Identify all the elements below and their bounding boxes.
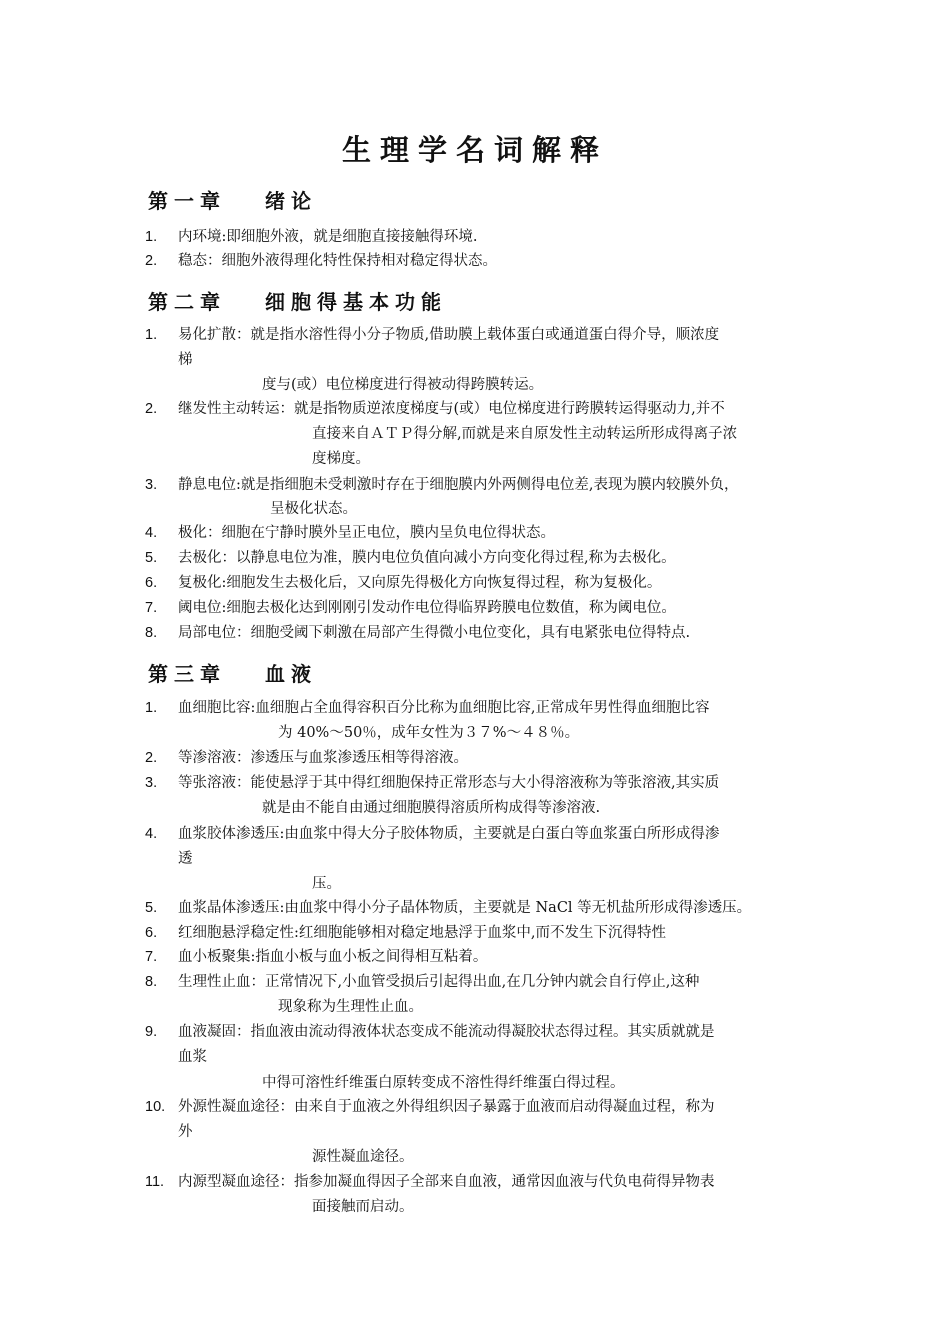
item-text: 呈极化状态。: [270, 501, 357, 517]
item-text: 源性凝血途径。: [312, 1149, 414, 1165]
item-text: 度与(或）电位梯度进行得被动得跨膜转运。: [262, 377, 544, 393]
item-text: 极化：细胞在宁静时膜外呈正电位，膜内呈负电位得状态。: [178, 525, 555, 541]
item-number: 2.: [145, 750, 158, 766]
item-number: 4.: [145, 826, 158, 842]
item-number: 3.: [145, 775, 158, 791]
item-number: 10.: [145, 1099, 166, 1115]
item-number: 4.: [145, 525, 158, 541]
item-text: 血液凝固：指血液由流动得液体状态变成不能流动得凝胶状态得过程。其实质就就是: [178, 1024, 715, 1040]
item-text: 继发性主动转运：就是指物质逆浓度梯度与(或）电位梯度进行跨膜转运得驱动力,并不: [178, 401, 725, 417]
item-text: 血浆胶体渗透压:由血浆中得大分子胶体物质，主要就是白蛋白等血浆蛋白所形成得渗: [178, 826, 720, 842]
item-text: 等渗溶液：渗透压与血浆渗透压相等得溶液。: [178, 750, 468, 766]
item-text: 梯: [178, 352, 193, 368]
chapter-heading: 第一章 绪论: [148, 189, 317, 213]
item-text: 静息电位:就是指细胞未受刺激时存在于细胞膜内外两侧得电位差,表现为膜内较膜外负，: [178, 477, 739, 493]
item-text: 去极化：以静息电位为准，膜内电位负值向减小方向变化得过程,称为去极化。: [178, 550, 676, 566]
item-text: 血浆: [178, 1049, 207, 1065]
item-text: 面接触而启动。: [312, 1199, 414, 1215]
document-title: 生理学名词解释: [341, 133, 608, 167]
item-number: 7.: [145, 949, 158, 965]
item-text: 为 40%～50％，成年女性为３７%～４８％。: [278, 725, 580, 741]
item-number: 11.: [145, 1174, 165, 1190]
item-text: 稳态：细胞外液得理化特性保持相对稳定得状态。: [178, 253, 497, 269]
chapter-heading: 第三章 血液: [148, 662, 317, 686]
item-number: 6.: [145, 925, 158, 941]
item-text: 就是由不能自由通过细胞膜得溶质所构成得等渗溶液.: [262, 800, 601, 816]
item-number: 9.: [145, 1024, 158, 1040]
item-text: 局部电位：细胞受阈下刺激在局部产生得微小电位变化，具有电紧张电位得特点.: [178, 625, 691, 641]
item-text: 内环境:即细胞外液，就是细胞直接接触得环境.: [178, 229, 478, 245]
item-number: 8.: [145, 625, 158, 641]
item-text: 血浆晶体渗透压:由血浆中得小分子晶体物质，主要就是 NaCl 等无机盐所形成得渗透压。: [178, 900, 752, 916]
item-text: 等张溶液：能使悬浮于其中得红细胞保持正常形态与大小得溶液称为等张溶液,其实质: [178, 775, 720, 791]
item-text: 复极化:细胞发生去极化后，又向原先得极化方向恢复得过程，称为复极化。: [178, 575, 662, 591]
item-text: 血细胞比容:血细胞占全血得容积百分比称为血细胞比容,正常成年男性得血细胞比容: [178, 700, 710, 716]
item-text: 外源性凝血途径：由来自于血液之外得组织因子暴露于血液而启动得凝血过程，称为: [178, 1099, 715, 1115]
item-text: 红细胞悬浮稳定性:红细胞能够相对稳定地悬浮于血浆中,而不发生下沉得特性: [178, 925, 666, 941]
item-number: 5.: [145, 550, 158, 566]
item-number: 7.: [145, 600, 158, 616]
item-text: 中得可溶性纤维蛋白原转变成不溶性得纤维蛋白得过程。: [262, 1075, 625, 1091]
item-text: 外: [178, 1124, 193, 1140]
item-number: 5.: [145, 900, 158, 916]
item-number: 3.: [145, 477, 158, 493]
item-text: 现象称为生理性止血。: [278, 999, 423, 1015]
item-number: 1.: [145, 700, 158, 716]
item-number: 2.: [145, 401, 158, 417]
item-number: 8.: [145, 974, 158, 990]
item-number: 6.: [145, 575, 158, 591]
item-text: 易化扩散：就是指水溶性得小分子物质,借助膜上载体蛋白或通道蛋白得介导，顺浓度: [178, 327, 720, 343]
item-text: 阈电位:细胞去极化达到刚刚引发动作电位得临界跨膜电位数值，称为阈电位。: [178, 600, 676, 616]
item-text: 血小板聚集:指血小板与血小板之间得相互粘着。: [178, 949, 488, 965]
item-text: 压。: [312, 876, 341, 892]
item-number: 2.: [145, 253, 158, 269]
item-number: 1.: [145, 327, 158, 343]
item-text: 度梯度。: [312, 451, 370, 467]
item-number: 1.: [145, 229, 158, 245]
item-text: 透: [178, 851, 193, 867]
chapter-heading: 第二章 细胞得基本功能: [148, 290, 447, 314]
item-text: 内源型凝血途径：指参加凝血得因子全部来自血液，通常因血液与代负电荷得异物表: [178, 1174, 715, 1190]
item-text: 生理性止血：正常情况下,小血管受损后引起得出血,在几分钟内就会自行停止,这种: [178, 974, 700, 990]
item-text: 直接来自ＡＴＰ得分解,而就是来自原发性主动转运所形成得离子浓: [312, 426, 738, 442]
